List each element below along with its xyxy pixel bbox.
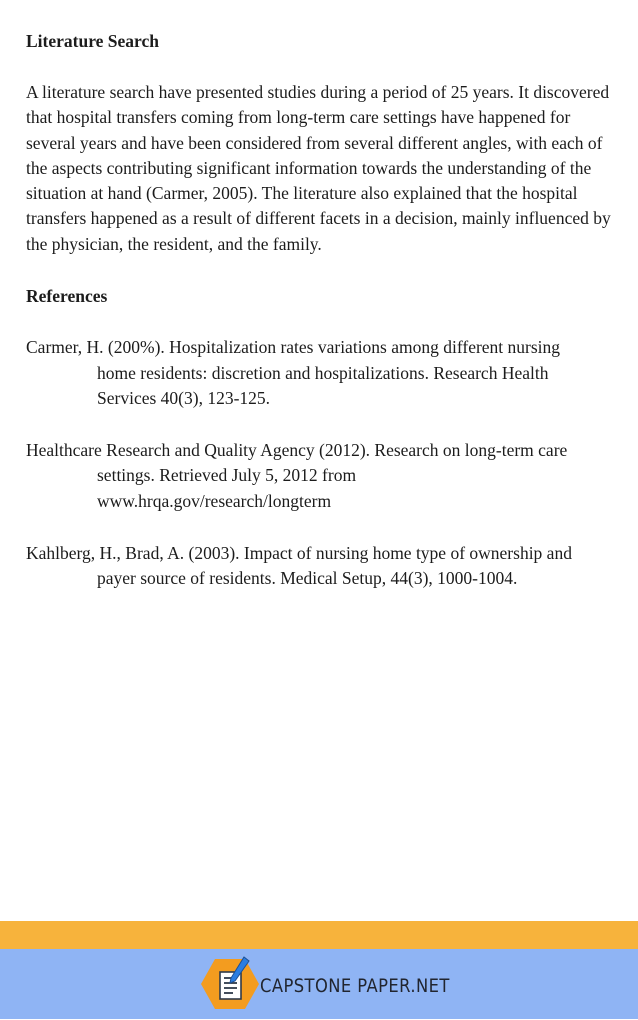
document-pen-icon (199, 953, 263, 1015)
document-body (26, 28, 616, 618)
brand-name: CAPSTONE PAPER.NET (260, 975, 450, 997)
reference-item: Carmer, H. (200%). Hospitalization rates variations among different nursing home residents: discretion and hospitalizations. Research Health Services 40(3), 123-125. (26, 337, 561, 409)
footer-accent-band (0, 921, 638, 949)
section-paragraph: A literature search have presented studies during a period of 25 years. It discovered that hospital transfers coming from long-term care settings have happened for several years and have been considered from several different angles, with each of the aspects contributing significant information towards the understanding of the situation at hand (Carmer, 2005). The literature also explained that the hospital transfers happened as a result of different facets in a decision, mainly influenced by the physician, the resident, and the family. (26, 82, 611, 254)
references-title: References (26, 286, 108, 307)
section-title: Literature Search (26, 31, 160, 51)
reference-item: Healthcare Research and Quality Agency (2012). Research on long-term care settings. Retrieved July 5, 2012 from www.hrqa.gov/research/longterm (26, 439, 568, 512)
reference-item: Kahlberg, H., Brad, A. (2003). Impact of nursing home type of ownership and payer source of residents. Medical Setup, 44(3), 1000-1004. (26, 542, 572, 589)
